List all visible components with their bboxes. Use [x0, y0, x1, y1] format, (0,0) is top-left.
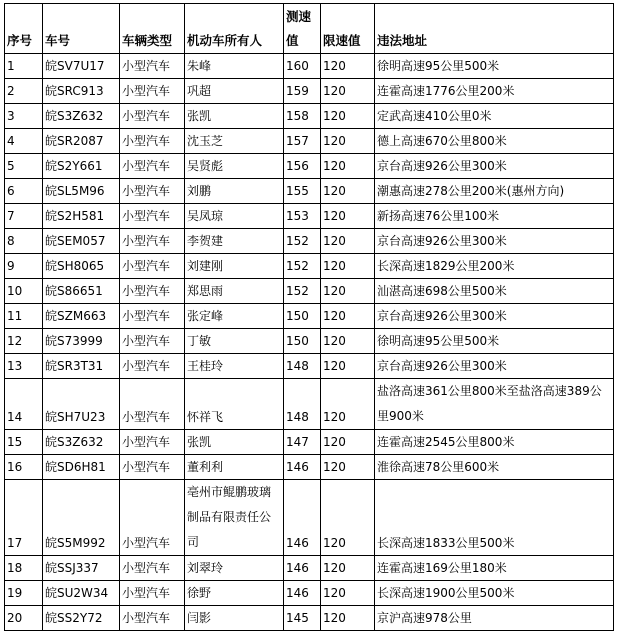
cell-measured-speed: 152 [284, 229, 321, 254]
cell-speed-limit: 120 [321, 556, 375, 581]
cell-vehicle-type: 小型汽车 [120, 179, 185, 204]
cell-measured-speed: 157 [284, 129, 321, 154]
cell-owner: 巩超 [185, 79, 284, 104]
cell-speed-limit: 120 [321, 581, 375, 606]
header-measured-speed: 测速值 [284, 4, 321, 54]
cell-plate: 皖SR2087 [43, 129, 120, 154]
cell-violation-address: 京台高速926公里300米 [375, 304, 614, 329]
cell-violation-address: 京沪高速978公里 [375, 606, 614, 631]
cell-plate: 皖SU2W34 [43, 581, 120, 606]
cell-vehicle-type: 小型汽车 [120, 480, 185, 556]
cell-violation-address: 德上高速670公里800米 [375, 129, 614, 154]
cell-measured-speed: 145 [284, 606, 321, 631]
cell-measured-speed: 146 [284, 556, 321, 581]
table-row [5, 104, 614, 129]
cell-vehicle-type: 小型汽车 [120, 304, 185, 329]
cell-plate: 皖S2H581 [43, 204, 120, 229]
cell-plate: 皖SL5M96 [43, 179, 120, 204]
cell-no: 1 [5, 54, 43, 79]
cell-measured-speed: 146 [284, 455, 321, 480]
table-row [5, 179, 614, 204]
cell-vehicle-type: 小型汽车 [120, 79, 185, 104]
cell-measured-speed: 146 [284, 581, 321, 606]
cell-speed-limit: 120 [321, 329, 375, 354]
cell-no: 12 [5, 329, 43, 354]
table-row [5, 279, 614, 304]
cell-speed-limit: 120 [321, 104, 375, 129]
cell-measured-speed: 153 [284, 204, 321, 229]
cell-measured-speed: 146 [284, 480, 321, 556]
cell-owner: 王桂玲 [185, 354, 284, 379]
cell-speed-limit: 120 [321, 455, 375, 480]
cell-violation-address: 定武高速410公里0米 [375, 104, 614, 129]
cell-measured-speed: 156 [284, 154, 321, 179]
cell-speed-limit: 120 [321, 606, 375, 631]
table-row [5, 254, 614, 279]
cell-no: 7 [5, 204, 43, 229]
cell-owner: 沈玉芝 [185, 129, 284, 154]
cell-speed-limit: 120 [321, 129, 375, 154]
cell-violation-address: 长深高速1829公里200米 [375, 254, 614, 279]
cell-plate: 皖SH7U23 [43, 379, 120, 430]
cell-owner: 刘翠玲 [185, 556, 284, 581]
cell-owner: 朱峰 [185, 54, 284, 79]
cell-plate: 皖S86651 [43, 279, 120, 304]
violation-table-wrapper [4, 3, 614, 631]
cell-owner: 李贺建 [185, 229, 284, 254]
cell-plate: 皖S3Z632 [43, 104, 120, 129]
cell-violation-address: 京台高速926公里300米 [375, 229, 614, 254]
header-violation-address: 违法地址 [375, 4, 614, 54]
cell-speed-limit: 120 [321, 54, 375, 79]
table-row [5, 379, 614, 430]
table-row [5, 304, 614, 329]
cell-no: 11 [5, 304, 43, 329]
cell-vehicle-type: 小型汽车 [120, 329, 185, 354]
cell-no: 14 [5, 379, 43, 430]
cell-speed-limit: 120 [321, 304, 375, 329]
cell-owner: 董利利 [185, 455, 284, 480]
cell-vehicle-type: 小型汽车 [120, 279, 185, 304]
cell-plate: 皖SZM663 [43, 304, 120, 329]
header-speed-limit: 限速值 [321, 4, 375, 54]
cell-violation-address: 长深高速1900公里500米 [375, 581, 614, 606]
cell-owner: 徐野 [185, 581, 284, 606]
cell-vehicle-type: 小型汽车 [120, 104, 185, 129]
cell-vehicle-type: 小型汽车 [120, 430, 185, 455]
cell-no: 13 [5, 354, 43, 379]
table-row [5, 54, 614, 79]
cell-no: 8 [5, 229, 43, 254]
table-row [5, 455, 614, 480]
cell-measured-speed: 155 [284, 179, 321, 204]
cell-plate: 皖S73999 [43, 329, 120, 354]
cell-violation-address: 长深高速1833公里500米 [375, 480, 614, 556]
cell-speed-limit: 120 [321, 204, 375, 229]
cell-owner: 丁敏 [185, 329, 284, 354]
cell-owner: 刘建刚 [185, 254, 284, 279]
cell-plate: 皖S3Z632 [43, 430, 120, 455]
cell-vehicle-type: 小型汽车 [120, 581, 185, 606]
cell-violation-address: 淮徐高速78公里600米 [375, 455, 614, 480]
cell-owner: 吴贤彪 [185, 154, 284, 179]
cell-speed-limit: 120 [321, 379, 375, 430]
cell-owner: 张凯 [185, 430, 284, 455]
cell-measured-speed: 158 [284, 104, 321, 129]
cell-violation-address: 连霍高速2545公里800米 [375, 430, 614, 455]
table-row [5, 129, 614, 154]
cell-owner: 亳州市鲲鹏玻璃制品有限责任公司 [185, 480, 284, 556]
header-no: 序号 [5, 4, 43, 54]
cell-owner: 张凯 [185, 104, 284, 129]
cell-no: 9 [5, 254, 43, 279]
cell-violation-address: 徐明高速95公里500米 [375, 329, 614, 354]
table-row [5, 79, 614, 104]
cell-no: 17 [5, 480, 43, 556]
cell-vehicle-type: 小型汽车 [120, 204, 185, 229]
cell-no: 19 [5, 581, 43, 606]
cell-vehicle-type: 小型汽车 [120, 129, 185, 154]
table-row [5, 581, 614, 606]
cell-no: 6 [5, 179, 43, 204]
cell-vehicle-type: 小型汽车 [120, 154, 185, 179]
speeding-violation-table [4, 3, 614, 631]
cell-speed-limit: 120 [321, 229, 375, 254]
cell-measured-speed: 152 [284, 254, 321, 279]
cell-speed-limit: 120 [321, 179, 375, 204]
cell-plate: 皖SD6H81 [43, 455, 120, 480]
cell-plate: 皖SS2Y72 [43, 606, 120, 631]
cell-speed-limit: 120 [321, 480, 375, 556]
cell-vehicle-type: 小型汽车 [120, 379, 185, 430]
cell-plate: 皖S5M992 [43, 480, 120, 556]
table-row [5, 556, 614, 581]
cell-measured-speed: 148 [284, 354, 321, 379]
cell-speed-limit: 120 [321, 430, 375, 455]
cell-plate: 皖SRC913 [43, 79, 120, 104]
header-vehicle-type: 车辆类型 [120, 4, 185, 54]
cell-no: 20 [5, 606, 43, 631]
cell-measured-speed: 147 [284, 430, 321, 455]
cell-no: 3 [5, 104, 43, 129]
cell-violation-address: 京台高速926公里300米 [375, 154, 614, 179]
cell-vehicle-type: 小型汽车 [120, 606, 185, 631]
cell-violation-address: 连霍高速1776公里200米 [375, 79, 614, 104]
header-plate: 车号 [43, 4, 120, 54]
cell-owner: 闫影 [185, 606, 284, 631]
cell-vehicle-type: 小型汽车 [120, 455, 185, 480]
cell-plate: 皖SEM057 [43, 229, 120, 254]
cell-plate: 皖SH8065 [43, 254, 120, 279]
cell-measured-speed: 148 [284, 379, 321, 430]
cell-plate: 皖S2Y661 [43, 154, 120, 179]
cell-no: 2 [5, 79, 43, 104]
cell-violation-address: 盐洛高速361公里800米至盐洛高速389公里900米 [375, 379, 614, 430]
cell-owner: 郑思雨 [185, 279, 284, 304]
cell-speed-limit: 120 [321, 154, 375, 179]
header-row [5, 4, 614, 54]
cell-vehicle-type: 小型汽车 [120, 556, 185, 581]
cell-speed-limit: 120 [321, 279, 375, 304]
table-row [5, 329, 614, 354]
cell-violation-address: 新扬高速76公里100米 [375, 204, 614, 229]
cell-speed-limit: 120 [321, 79, 375, 104]
cell-owner: 刘鹏 [185, 179, 284, 204]
cell-vehicle-type: 小型汽车 [120, 354, 185, 379]
cell-violation-address: 京台高速926公里300米 [375, 354, 614, 379]
cell-violation-address: 汕湛高速698公里500米 [375, 279, 614, 304]
cell-vehicle-type: 小型汽车 [120, 54, 185, 79]
table-row [5, 480, 614, 556]
cell-violation-address: 徐明高速95公里500米 [375, 54, 614, 79]
cell-measured-speed: 150 [284, 329, 321, 354]
cell-measured-speed: 150 [284, 304, 321, 329]
cell-no: 10 [5, 279, 43, 304]
table-row [5, 606, 614, 631]
cell-no: 4 [5, 129, 43, 154]
cell-no: 16 [5, 455, 43, 480]
table-row [5, 229, 614, 254]
table-row [5, 354, 614, 379]
cell-owner: 怀祥飞 [185, 379, 284, 430]
table-body [5, 54, 614, 631]
cell-plate: 皖SR3T31 [43, 354, 120, 379]
cell-no: 18 [5, 556, 43, 581]
cell-plate: 皖SV7U17 [43, 54, 120, 79]
cell-plate: 皖SSJ337 [43, 556, 120, 581]
cell-no: 5 [5, 154, 43, 179]
header-owner: 机动车所有人 [185, 4, 284, 54]
cell-violation-address: 连霍高速169公里180米 [375, 556, 614, 581]
cell-speed-limit: 120 [321, 254, 375, 279]
cell-speed-limit: 120 [321, 354, 375, 379]
cell-owner: 吴凤琼 [185, 204, 284, 229]
cell-measured-speed: 160 [284, 54, 321, 79]
cell-measured-speed: 159 [284, 79, 321, 104]
table-row [5, 154, 614, 179]
table-row [5, 430, 614, 455]
cell-measured-speed: 152 [284, 279, 321, 304]
cell-vehicle-type: 小型汽车 [120, 254, 185, 279]
cell-no: 15 [5, 430, 43, 455]
cell-vehicle-type: 小型汽车 [120, 229, 185, 254]
cell-violation-address: 潮惠高速278公里200米(惠州方向) [375, 179, 614, 204]
table-row [5, 204, 614, 229]
cell-owner: 张定峰 [185, 304, 284, 329]
